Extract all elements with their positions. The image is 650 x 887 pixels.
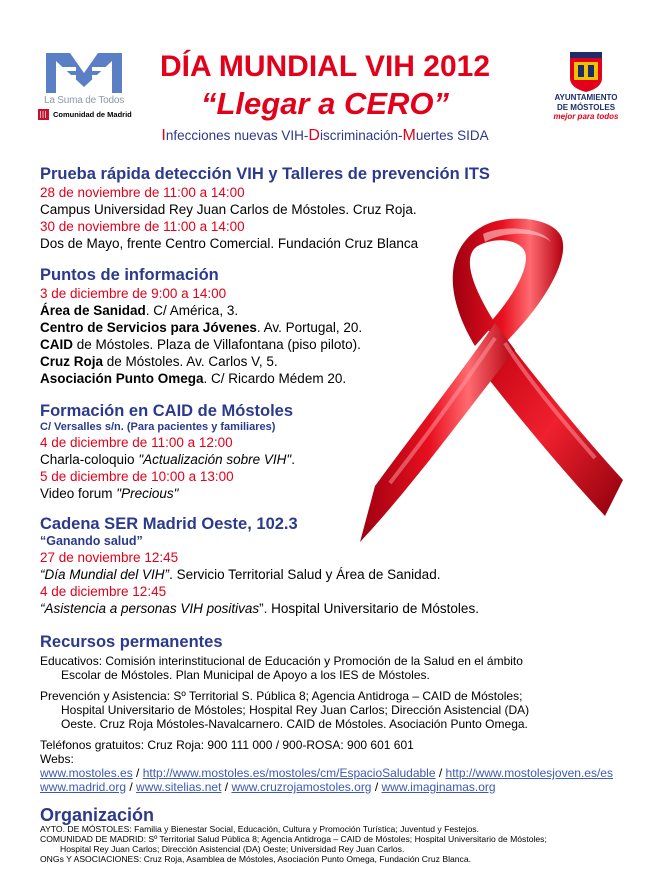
section-recursos — [40, 632, 636, 794]
event-title: "Precious" — [116, 486, 179, 501]
event-title: "Actualización sobre VIH" — [138, 452, 292, 467]
subtitle-cap-3: M — [402, 127, 416, 144]
section-heading: Organización — [40, 805, 155, 825]
info-point-address: . Av. Portugal, 20. — [256, 320, 363, 335]
event-date: 3 de diciembre de 9:00 a 14:00 — [40, 286, 227, 301]
subtitle-cap-2: D — [308, 127, 320, 144]
event-date: 4 de diciembre 12:45 — [40, 584, 167, 599]
ayuntamiento-tag: mejor para todos — [553, 112, 619, 121]
event-detail: ”. Hospital Universitario de Móstoles. — [259, 601, 479, 616]
resource-text: Comisión interinstitucional de Educación y Promoción de la Salud en el ámbito — [102, 654, 523, 668]
info-point — [40, 302, 636, 319]
resource-label: Prevención y Asistencia: — [40, 689, 171, 703]
event-place: Campus Universidad Rey Juan Carlos de Móstoles. Cruz Roja. — [40, 202, 417, 217]
resource-text: Escolar de Móstoles. Plan Municipal de Apoyo a los IES de Móstoles. — [61, 668, 430, 682]
section-organizacion — [40, 806, 636, 864]
event-type: Charla-coloquio — [40, 452, 139, 467]
event-description — [40, 485, 636, 502]
event-description — [40, 600, 636, 617]
event-description — [40, 451, 636, 468]
section-heading: Cadena SER Madrid Oeste, 102.3 — [40, 515, 298, 533]
logo-org-text: Comunidad de Madrid — [53, 110, 132, 119]
info-point — [40, 319, 636, 336]
section-formacion-caid — [40, 401, 636, 502]
web-link[interactable]: http://www.mostolesjoven.es/es — [445, 766, 613, 780]
web-link[interactable]: www.cruzrojamostoles.org — [231, 780, 372, 794]
event-date: 5 de diciembre de 10:00 a 13:00 — [40, 469, 234, 484]
section-subheading: C/ Versalles s/n. (Para pacientes y familiares) — [40, 421, 276, 433]
event-title: “Día Mundial del VIH” — [40, 567, 170, 582]
ayuntamiento-name-2: DE MÓSTOLES — [556, 103, 616, 112]
info-point-address: de Móstoles. Av. Carlos V, 5. — [103, 354, 278, 369]
ayuntamiento-logo — [546, 52, 626, 134]
web-link[interactable]: www.sitelias.net — [136, 780, 222, 794]
page-title: DÍA MUNDIAL VIH 2012 — [159, 50, 491, 83]
webs-row-2: www.madrid.org / www.sitelias.net / www.cruzrojamostoles.org / www.imaginamas.org — [40, 780, 496, 794]
section-heading: Puntos de información — [40, 266, 219, 284]
org-line: Hospital Rey Juan Carlos; Dirección Asistencial (DA) Oeste; Universidad Rey Juan Carlos. — [60, 844, 405, 854]
info-point-name: Asociación Punto Omega — [40, 371, 204, 386]
event-place: Dos de Mayo, frente Centro Comercial. Fundación Cruz Blanca — [40, 236, 419, 251]
web-link[interactable]: www.madrid.org — [40, 780, 127, 794]
webs-row-1: www.mostoles.es / http://www.mostoles.es/mostoles/cm/EspacioSaludable / http://www.mostolesjoven.es/es — [40, 766, 613, 780]
recursos-prevencion — [40, 689, 636, 731]
event-detail: . Servicio Territorial Salud y Área de Sanidad. — [169, 567, 441, 582]
org-line: COMUNIDAD DE MADRID: Sº Territorial Salud Pública 8; Agencia Antidroga – CAID de Móstoles; Hospital Universitario de Móstoles; — [40, 834, 547, 844]
section-prueba-rapida — [40, 164, 636, 252]
resource-text: Hospital Universitario de Móstoles; Hospital Rey Juan Carlos; Dirección Asistencial (DA) — [61, 703, 530, 717]
section-heading: Recursos permanentes — [40, 633, 223, 651]
event-date: 4 de diciembre de 11:00 a 12:00 — [40, 435, 233, 450]
web-link[interactable]: www.mostoles.es — [40, 766, 133, 780]
recursos-educativos — [40, 654, 636, 682]
section-heading: Prueba rápida detección VIH y Talleres de prevención ITS — [40, 165, 490, 183]
logo-tagline: La Suma de Todos — [44, 95, 125, 106]
resource-label: Webs: — [40, 752, 74, 766]
section-heading: Formación en CAID de Móstoles — [40, 402, 294, 420]
resource-label: Educativos: — [40, 654, 103, 668]
event-date: 28 de noviembre de 11:00 a 14:00 — [40, 185, 245, 200]
event-description — [40, 566, 636, 583]
info-point-address: de Móstoles. Plaza de Villafontana (piso piloto). — [73, 337, 361, 352]
info-point-address: . C/ Ricardo Médem 20. — [203, 371, 347, 386]
ayuntamiento-name-1: AYUNTAMIENTO — [554, 93, 618, 102]
subtitle-cap-1: I — [161, 127, 166, 144]
web-link[interactable]: www.imaginamas.org — [381, 780, 496, 794]
event-title: “Asistencia a personas VIH positivas — [40, 601, 260, 616]
resource-text: Cruz Roja: 900 111 000 / 900-ROSA: 900 601 601 — [144, 738, 414, 752]
info-point — [40, 353, 636, 370]
subtitle-rest-3: uertes SIDA — [415, 128, 489, 143]
info-point — [40, 336, 636, 353]
org-line: AYTO. DE MÓSTOLES: Familia y Bienestar Social, Educación, Cultura y Promoción Turística; Juventud y Festejos. — [40, 824, 479, 834]
recursos-telefonos — [40, 738, 636, 794]
event-date: 30 de noviembre de 11:00 a 14:00 — [40, 219, 245, 234]
event-type: Video forum — [40, 486, 117, 501]
info-point-address: . C/ América, 3. — [145, 303, 239, 318]
resource-text: Oeste. Cruz Roja Móstoles-Navalcarnero. CAID de Móstoles. Asociación Punto Omega. — [61, 717, 528, 731]
info-point-name: Área de Sanidad — [40, 303, 146, 318]
subtitle-rest-2: iscriminación- — [319, 128, 403, 143]
section-puntos-informacion — [40, 265, 636, 387]
event-date: 27 de noviembre 12:45 — [40, 550, 179, 565]
section-subheading: “Ganando salud” — [40, 534, 143, 548]
info-point-name: CAID — [40, 337, 73, 352]
resource-text: Sº Territorial S. Pública 8; Agencia Antidroga – CAID de Móstoles; — [170, 689, 523, 703]
org-line: ONGs Y ASOCIACIONES: Cruz Roja, Asamblea de Móstoles, Asociación Punto Omega, Fundación Cruz Blanca. — [40, 854, 471, 864]
subtitle-rest-1: nfecciones nuevas VIH- — [165, 128, 309, 143]
crest-icon — [566, 52, 606, 92]
section-cadena-ser — [40, 514, 636, 617]
page-slogan: “Llegar a CERO” — [200, 86, 450, 121]
info-point-name: Cruz Roja — [40, 354, 104, 369]
info-point-name: Centro de Servicios para Jóvenes — [40, 320, 257, 335]
web-link[interactable]: http://www.mostoles.es/mostoles/cm/EspacioSaludable — [142, 766, 436, 780]
info-point — [40, 370, 636, 387]
resource-label: Teléfonos gratuitos: — [40, 738, 145, 752]
event-punct: . — [291, 452, 295, 467]
